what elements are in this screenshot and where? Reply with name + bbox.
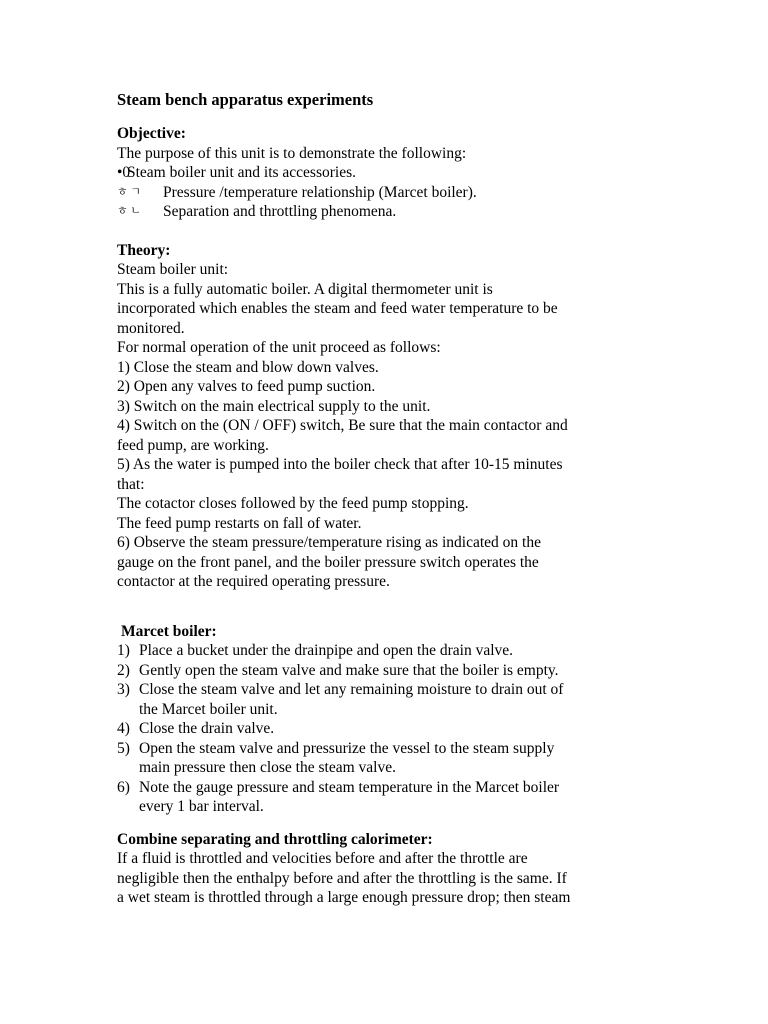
theory-line: that:	[117, 475, 145, 493]
step-number: 3)	[117, 681, 130, 698]
bullet-marker: ㅎ ㄴ	[117, 205, 142, 217]
bullet-marker: ㅎ ㄱ	[117, 185, 142, 198]
theory-line: Steam boiler unit:	[117, 261, 229, 278]
step-text-line: Close the steam valve and let any remaining moisture to drain out of	[139, 681, 564, 698]
marcet-step	[117, 680, 657, 719]
theory-line: gauge on the front panel, and the boiler pressure switch operates the	[117, 553, 539, 571]
objective-bullet-list	[117, 163, 657, 222]
step-number: 6)	[117, 778, 130, 796]
combine-line: negligible then the enthalpy before and after the throttling is the same. If	[117, 869, 567, 887]
step-text-line: Open the steam valve and pressurize the vessel to the steam supply	[139, 739, 555, 757]
objective-bullet	[117, 202, 657, 222]
objective-bullet	[117, 183, 657, 203]
step-number: 4)	[117, 720, 130, 737]
bullet-text: Separation and throttling phenomena.	[163, 203, 397, 220]
theory-line: 3) Switch on the main electrical supply to the unit.	[117, 397, 431, 415]
theory-line: 5) As the water is pumped into the boiler check that after 10-15 minutes	[117, 456, 563, 473]
marcet-step	[117, 641, 657, 661]
marcet-step	[117, 719, 657, 739]
theory-line: The feed pump restarts on fall of water.	[117, 514, 362, 532]
theory-heading: Theory:	[117, 241, 171, 259]
theory-line: monitored.	[117, 319, 185, 337]
theory-line: For normal operation of the unit proceed as follows:	[117, 339, 441, 356]
step-text-line: the Marcet boiler unit.	[139, 700, 278, 718]
marcet-step	[117, 739, 657, 778]
theory-line: contactor at the required operating pressure.	[117, 573, 390, 590]
step-text-line: Close the drain valve.	[139, 720, 275, 737]
step-text	[139, 739, 554, 778]
marcet-steps-list	[117, 641, 657, 817]
step-text	[139, 680, 563, 719]
step-number: 5)	[117, 739, 130, 757]
theory-line: feed pump, are working.	[117, 436, 269, 454]
theory-line: incorporated which enables the steam and feed water temperature to be	[117, 300, 558, 317]
step-text-line: every 1 bar interval.	[139, 798, 264, 815]
theory-body	[117, 260, 657, 592]
objective-bullet	[117, 163, 657, 183]
theory-line: 2) Open any valves to feed pump suction.	[117, 378, 376, 395]
step-text	[139, 778, 559, 817]
step-text-line: Gently open the steam valve and make sure that the boiler is empty.	[139, 661, 559, 679]
bullet-marker: •0	[117, 164, 131, 181]
theory-line: The cotactor closes followed by the feed pump stopping.	[117, 495, 469, 512]
theory-line: This is a fully automatic boiler. A digital thermometer unit is	[117, 280, 493, 298]
step-number: 2)	[117, 661, 130, 679]
bullet-text: Steam boiler unit and its accessories.	[127, 164, 356, 181]
step-text-line: Place a bucket under the drainpipe and open the drain valve.	[139, 642, 514, 659]
step-text	[139, 661, 559, 681]
theory-line: 6) Observe the steam pressure/temperature rising as indicated on the	[117, 534, 541, 551]
step-text-line: Note the gauge pressure and steam temperature in the Marcet boiler	[139, 778, 560, 796]
step-number: 1)	[117, 642, 130, 659]
bullet-text: Pressure /temperature relationship (Marcet boiler).	[163, 183, 477, 201]
marcet-step	[117, 661, 657, 681]
marcet-step	[117, 778, 657, 817]
theory-line: 1) Close the steam and blow down valves.	[117, 358, 379, 376]
combine-body	[117, 849, 657, 908]
combine-heading: Combine separating and throttling calorimeter:	[117, 830, 433, 848]
step-text	[139, 719, 274, 739]
objective-heading: Objective:	[117, 125, 186, 142]
theory-line: 4) Switch on the (ON / OFF) switch, Be sure that the main contactor and	[117, 417, 568, 434]
combine-line: If a fluid is throttled and velocities before and after the throttle are	[117, 850, 528, 867]
step-text-line: main pressure then close the steam valve.	[139, 759, 396, 776]
document-page	[117, 90, 657, 908]
marcet-heading: Marcet boiler:	[121, 622, 217, 640]
document-title: Steam bench apparatus experiments	[117, 90, 374, 109]
objective-intro: The purpose of this unit is to demonstrate the following:	[117, 144, 467, 162]
step-text	[139, 641, 513, 661]
combine-line: a wet steam is throttled through a large enough pressure drop; then steam	[117, 889, 571, 906]
